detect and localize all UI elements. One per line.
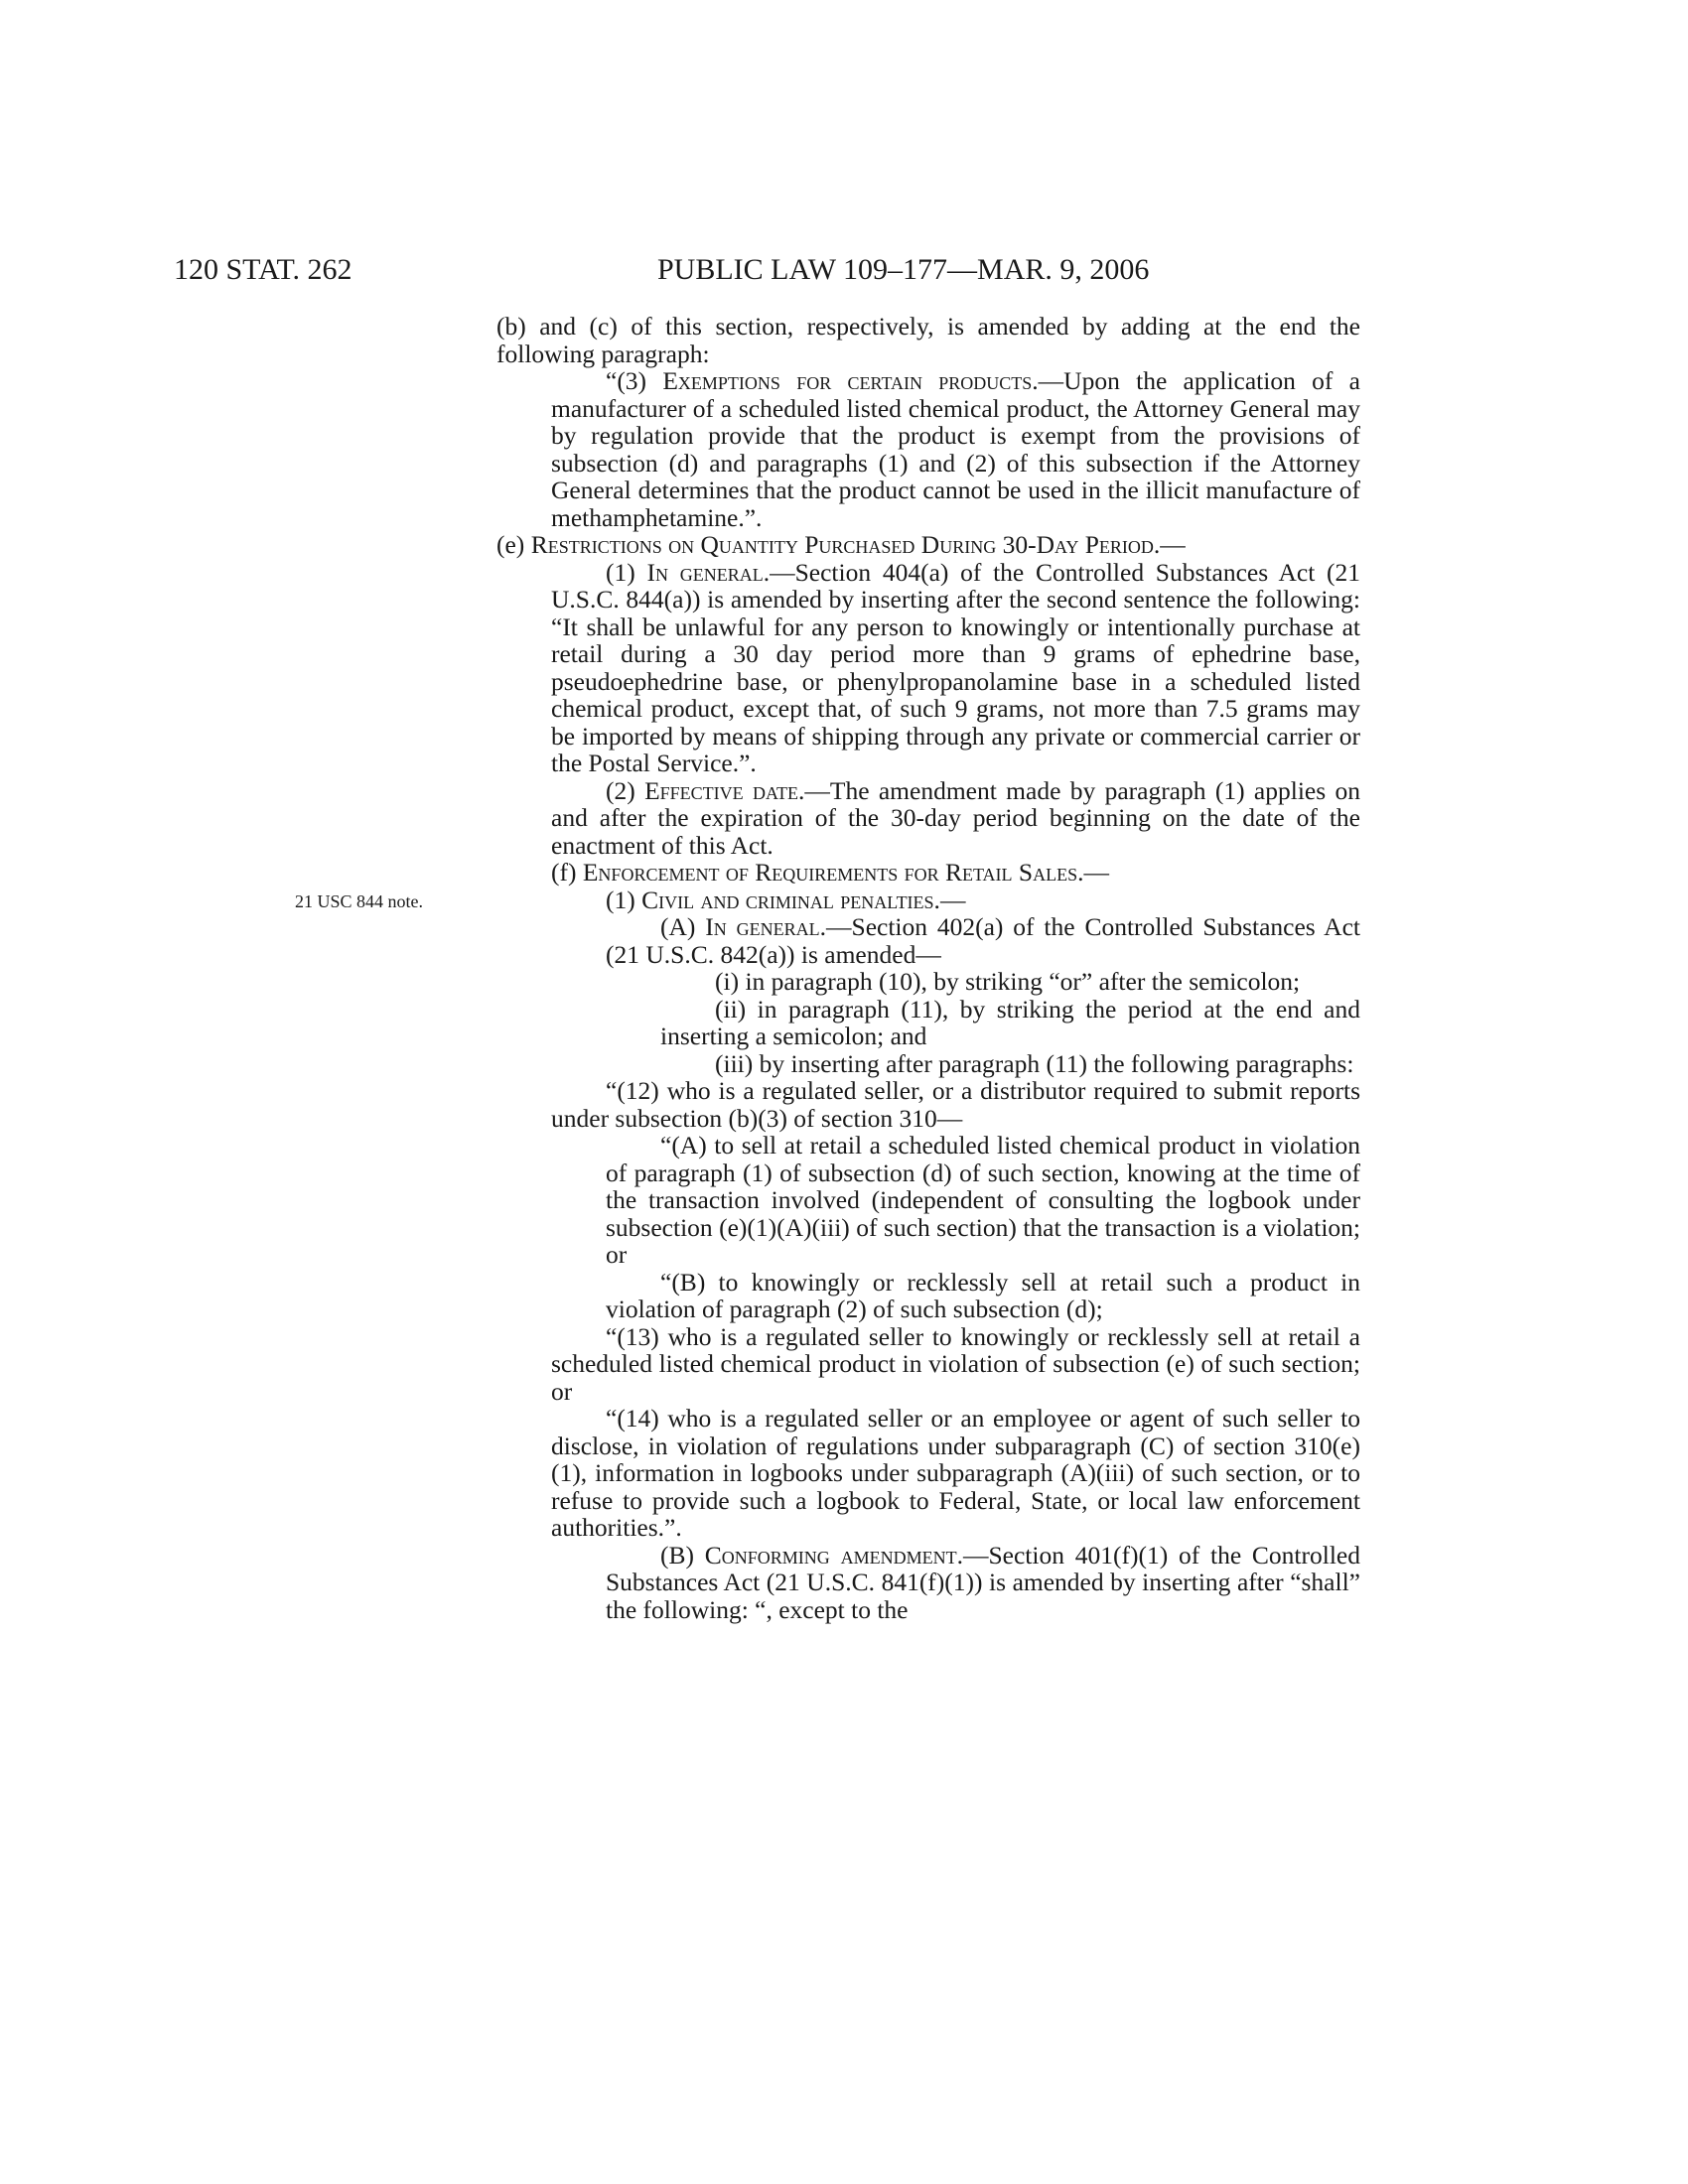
paragraph-e1: (1) In general.—Section 404(a) of the Controlled Substances Act (21 U.S.C. 844(a)) is amended by inserting after the second sentence the following: “It shall be unlawful for any person to knowingly or intentionally purchase at retail during a 30 day period more than 9 grams of ephedrine base, pseudoephedrine base, or phenylpropanolamine base in a scheduled listed chemical product, except that, of such 9 grams, not more than 7.5 grams may be imported by means of shipping through any private or commercial carrier or the Postal Service.”. (551, 557, 1361, 777)
quoted-subparagraph-B: “(B) to knowingly or recklessly sell at retail such a product in violation of paragraph (2) of such subsection (d); (606, 1267, 1360, 1323)
run-in-heading: In general. (705, 912, 827, 941)
paragraph-continuation: (b) and (c) of this section, respectively, is amended by adding at the end the following paragraph: (496, 312, 1360, 368)
quoted-paragraph-12: “(12) who is a regulated seller, or a distributor required to submit reports under subsection (b)(3) of section 310— (551, 1076, 1360, 1133)
quoted-paragraph-14: “(14) who is a regulated seller or an employee or agent of such seller to disclose, in violation of regulations under subparagraph (C) of section 310(e)(1), information in logbooks under subparagraph (A)(iii) of such section, or to refuse to provide such a logbook to Federal, State, or local law enforcement authorities.”. (551, 1404, 1360, 1542)
body-text (496, 313, 1360, 1623)
page-header (174, 248, 1519, 292)
run-in-heading: Restrictions on Quantity Purchased During 30-Day Period. (530, 530, 1161, 559)
paragraph-f1-heading: (1) Civil and criminal penalties.— (606, 885, 966, 914)
margin-note: 21 USC 844 note. (295, 891, 424, 911)
page-reference: 120 STAT. 262 (174, 253, 352, 286)
paragraph-exemptions: “(3) Exemptions for certain products.—Upon the application of a manufacturer of a scheduled listed chemical product, the Attorney General may by regulation provide that the product is exempt from the provisions of subsection (d) and paragraphs (1) and (2) of this subsection if the Attorney General determines that the product cannot be used in the illicit manufacture of methamphetamine.”. (551, 366, 1360, 532)
run-in-heading: Enforcement of Requirements for Retail Sales. (582, 858, 1084, 887)
law-title: PUBLIC LAW 109–177—MAR. 9, 2006 (657, 253, 1150, 286)
subsection-e-heading: (e) Restrictions on Quantity Purchased During 30-Day Period.— (496, 530, 1186, 559)
paragraph-e2: (2) Effective date.—The amendment made by paragraph (1) applies on and after the expiration of the 30-day period beginning on the date of the enactment of this Act. (551, 775, 1360, 860)
quoted-subparagraph-A: “(A) to sell at retail a scheduled listed chemical product in violation of paragraph (1) of subsection (d) of such section, knowing at the time of the transaction involved (independent of consulting the logbook under subsection (e)(1)(A)(iii) of such section) that the transaction is a violation; or (606, 1131, 1360, 1269)
run-in-heading: Civil and criminal penalties. (641, 885, 940, 914)
quoted-paragraph-13: “(13) who is a regulated seller to knowingly or recklessly sell at retail a scheduled listed chemical product in violation of subsection (e) of such section; or (551, 1321, 1360, 1406)
run-in-heading: Effective date. (644, 775, 805, 805)
subparagraph-B: (B) Conforming amendment.—Section 401(f)(1) of the Controlled Substances Act (21 U.S.C. 841(f)(1)) is amended by inserting after “shall” the following: “, except to the (606, 1540, 1360, 1624)
clause-ii: (ii) in paragraph (11), by striking the period at the end and inserting a semicolon; and (660, 994, 1360, 1050)
clause-iii: (iii) by inserting after paragraph (11) the following paragraphs: (715, 1048, 1354, 1078)
subsection-f-heading: (f) Enforcement of Requirements for Retail Sales.— (551, 858, 1109, 887)
run-in-heading: Exemptions for certain products. (662, 366, 1039, 395)
clause-i: (i) in paragraph (10), by striking “or” after the semicolon; (715, 967, 1301, 996)
run-in-heading: Conforming amendment. (704, 1540, 963, 1570)
run-in-heading: In general. (646, 557, 771, 587)
subparagraph-A: (A) In general.—Section 402(a) of the Controlled Substances Act (21 U.S.C. 842(a)) is amended— (606, 912, 1360, 969)
